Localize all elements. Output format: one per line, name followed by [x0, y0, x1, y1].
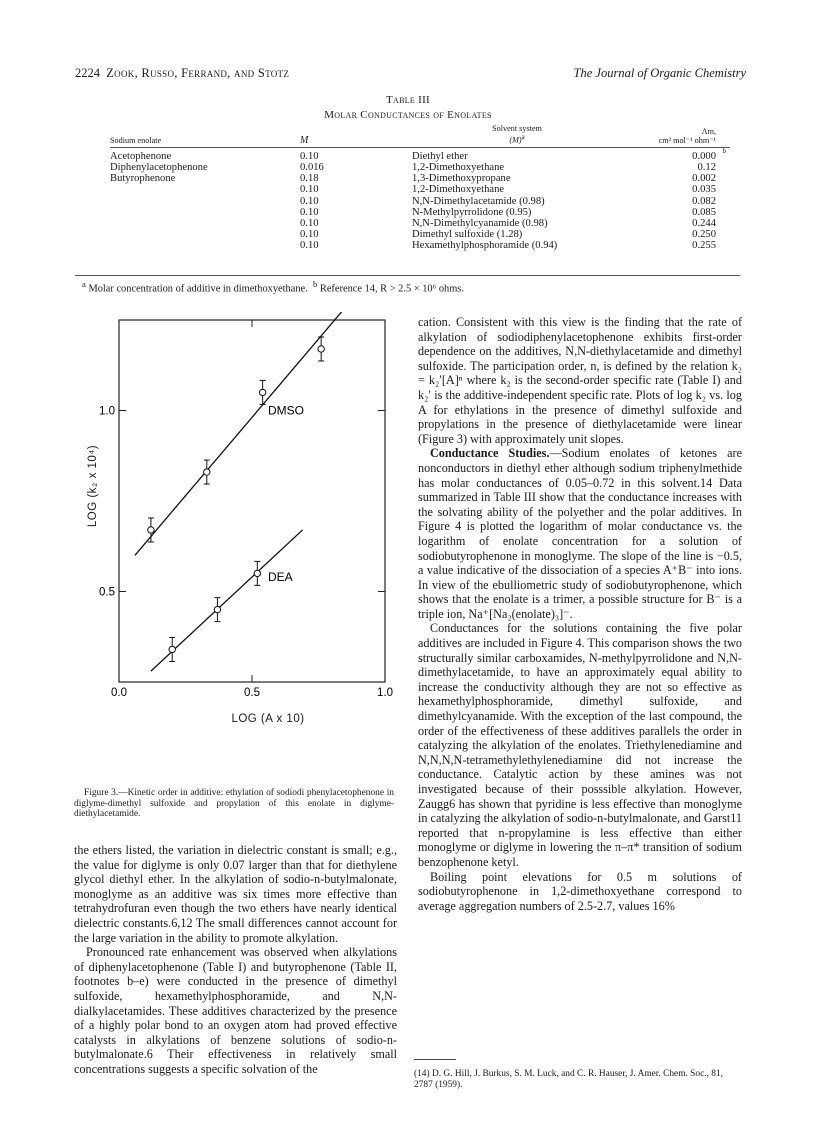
cell-solvent: N,N-Dimethylacetamide (0.98)	[412, 195, 545, 207]
cell-solvent: 1,2-Dimethoxyethane	[412, 161, 505, 173]
cell-conductance: 0.085	[692, 206, 716, 218]
data-point	[204, 469, 210, 475]
cell-enolate: Acetophenone	[110, 150, 172, 162]
y-tick-label: 0.5	[99, 586, 115, 599]
series-label-dmso: DMSO	[267, 403, 304, 418]
figure-caption	[74, 788, 394, 820]
left-paragraph-2: Pronounced rate enhancement was observed when alkylations of diphenylacetophenone (Table I) and butyrophenone (Table II, footnotes b–e) were conducted in the presence of dimethyl sulfoxide, hexamethylphosphoramide, and N,N-dialkylacetamides. These additives characterized by the presence of a highly polar bond to an oxygen atom had proved effective catalysts in alkylations of benzene solutions of sodio-n-butylmalonate.6 Their effectiveness in relatively small concentrations suggests a specific solvation of the	[74, 945, 397, 1076]
series-label-dea: DEA	[267, 570, 293, 585]
table-row	[110, 184, 730, 195]
cell-molarity: 0.18	[300, 173, 319, 185]
cell-conductance: 0.12	[697, 161, 716, 173]
plot-frame	[119, 320, 385, 682]
cell-molarity: 0.10	[300, 229, 319, 241]
table-row	[110, 207, 730, 218]
authors: Zook, Russo, Ferrand, and Stotz	[106, 66, 290, 80]
cell-solvent: 1,2-Dimethoxyethane	[412, 184, 505, 196]
y-axis-label-wrap	[78, 395, 108, 595]
cell-solvent: Hexamethylphosphoramide (0.94)	[412, 240, 558, 252]
table-row	[110, 173, 730, 184]
table-row	[110, 162, 730, 173]
reference-footnote: (14) D. G. Hill, J. Burkus, S. M. Luck, and C. R. Hauser, J. Amer. Chem. Soc., 81, 2787 (1959).	[414, 1069, 723, 1090]
x-tick-label: 0.0	[111, 687, 127, 699]
right-paragraph-2: Conductance Studies.—Sodium enolates of ketones are nonconductors in diethyl ether although sodium triphenylmethide has molar conductances of 0.05–0.72 in this solvent.14 Data summarized in Table III show that the conductance increases with the solvating ability of the polyether and the polar additives. In Figure 4 is plotted the logarithm of molar conductance vs. the logarithm of enolate concentration for a solution of sodiobutyrophenone in monoglyme. The slope of the line is −0.5, a value indicative of the dissociation of a species A⁺B⁻ into ions. In view of the ebulliometric study of sodiobutyrophenone, which shows that the enolate is a trimer, a possible structure for B⁻ is a triple ion, Na⁺[Na₂(enolate)₃]⁻.	[418, 446, 742, 621]
cell-enolate	[110, 218, 300, 229]
cell-conductance: 0.000 b	[692, 146, 726, 162]
cell-enolate	[110, 184, 300, 195]
cell-solvent: Dimethyl sulfoxide (1.28)	[412, 229, 523, 241]
cell-enolate: Butyrophenone	[110, 173, 176, 185]
cell-conductance: 0.035	[692, 184, 716, 196]
col-header-conductance: Λm, cm² mol⁻¹ ohm⁻¹	[658, 126, 716, 145]
data-point	[259, 389, 265, 395]
right-paragraph-4: Boiling point elevations for 0.5 m solutions of sodiobutyrophenone in 1,2-dimethoxyethane correspond to average aggregation numbers of 2.5-2.7, values 16%	[418, 869, 742, 913]
cell-molarity: 0.10	[300, 184, 319, 196]
section-heading: Conductance Studies.	[430, 446, 550, 461]
table-footnotes: $^a$ Molar concentration of additive in dimethoxyethane. $^b$ Reference 14, R > 2.5 × 10⁶ ohms.	[82, 279, 464, 295]
journal-name: The Journal of Organic Chemistry	[573, 66, 746, 80]
cell-molarity: 0.10	[300, 240, 319, 252]
data-point	[148, 527, 154, 533]
cell-conductance: 0.255	[692, 240, 716, 252]
col-header-m: M	[300, 134, 309, 146]
table-rule	[75, 275, 740, 276]
right-paragraph-3: Conductances for the solutions containing the five polar additives are included in Figure 4. This comparison shows the two structurally similar carboxamides, N-methylpyrrolidone and N,N-dimethylacetamide, to have an approximately equal ability to increase the conductivity although they are not so effective as hexamethylphosphoramide, dimethyl sulfoxide, and dimethylcyanamide. With the exception of the last compound, the order of the effectiveness of these additives parallels the order in catalyzing the alkylation of the enolates. Triethylenediamine and N,N,N,N-tetramethylethylenediamine did not increase the conductance. Catalytic action by these amines was not investigated because of their posssible alkylation. However, Zaugg6 has shown that pyridine is less effective than monoglyme in catalyzing the alkylation of sodio-n-butylmalonate, and Garst11 reported that n-propylamine is less effective than either monoglyme or diglyme in lowering the π–π* transition of sodium benzophenone ketyl.	[418, 621, 742, 869]
cell-molarity: 0.10	[300, 150, 319, 162]
table-row	[110, 229, 730, 240]
x-tick-label: 0.5	[244, 687, 260, 699]
table-row	[110, 240, 730, 251]
table-subtitle: Molar Conductances of Enolates	[324, 109, 492, 121]
cell-molarity: 0.10	[300, 217, 319, 229]
cell-solvent: Diethyl ether	[412, 150, 468, 162]
cell-solvent: N,N-Dimethylcyanamide (0.98)	[412, 217, 548, 229]
right-paragraph-1: cation. Consistent with this view is the finding that the rate of alkylation of sodiodiphenylacetophenone exhibits first-order dependence on the additives, N,N-diethylacetamide and dimethyl sulfoxide. The participation order, n, is defined by the relation k₂ = k₂′[A]ⁿ where k₂ is the second-order specific rate (Table I) and k₂′ is the additive-independent specific rate. Plots of log k₂ vs. log A for ethylations in the presence of dimethyl sulfoxide and propylations in the presence of diethylacetamide were linear (Figure 3) with approximately unit slopes.	[418, 315, 742, 446]
footnote-rule	[414, 1059, 456, 1060]
cell-conductance: 0.244	[692, 217, 716, 229]
col-header-enolate: Sodium enolate	[110, 135, 162, 145]
cell-enolate	[110, 207, 300, 218]
cell-solvent: N-Methylpyrrolidone (0.95)	[412, 206, 532, 218]
conductance-table	[110, 124, 730, 252]
data-point	[318, 346, 324, 352]
left-paragraph-1: the ethers listed, the variation in dielectric constant is small; e.g., the value for diglyme is only 0.07 larger than that for diethylene glycol diethyl ether. In the alkylation of sodio-n-butylmalonate, monoglyme as an additive was six times more effective than tetrahydrofuran even though the two ethers have nearly identical dielectric constants.6,12 The small differences cannot account for the large variation in the ability to promote alkylation.	[74, 843, 397, 945]
y-tick-label: 1.0	[99, 405, 115, 418]
cell-molarity: 0.10	[300, 195, 319, 207]
cell-enolate	[110, 229, 300, 240]
data-point	[254, 570, 260, 576]
x-axis-label: LOG (A x 10)	[231, 713, 305, 725]
col-header-solvent: Solvent system $(M)^a$	[492, 124, 542, 145]
cell-solvent: 1,3-Dimethoxypropane	[412, 173, 511, 185]
cell-conductance: 0.250	[692, 229, 716, 241]
cell-conductance: 0.082	[692, 195, 716, 207]
table-row	[110, 147, 730, 162]
data-point	[169, 646, 175, 652]
cell-enolate	[110, 196, 300, 207]
cell-enolate	[110, 240, 300, 251]
cell-molarity: 0.10	[300, 206, 319, 218]
cell-conductance: 0.002	[692, 173, 716, 185]
data-point	[214, 606, 220, 612]
x-tick-label: 1.0	[377, 687, 393, 699]
cell-enolate: Diphenylacetophenone	[110, 161, 208, 173]
caption-label: Figure 3.	[84, 788, 119, 798]
left-column	[74, 843, 397, 1077]
running-header-left	[75, 66, 289, 81]
table-row	[110, 218, 730, 229]
table-title: Table III	[385, 94, 431, 106]
table-header-row	[110, 124, 730, 147]
cell-molarity: 0.016	[300, 161, 324, 173]
caption-text: —Kinetic order in additive: ethylation of sodiodi phenylacetophenone in diglyme-dimethyl sulfoxide and propylation of this enolate in diglyme-diethylacetamide.	[74, 788, 394, 820]
footnote-marker: b	[722, 146, 726, 155]
figure-3-chart	[74, 312, 404, 752]
y-axis-label: LOG (k₂ x 10⁴)	[87, 444, 99, 528]
table-row	[110, 196, 730, 207]
page-number: 2224	[75, 66, 100, 80]
right-column	[418, 315, 742, 913]
